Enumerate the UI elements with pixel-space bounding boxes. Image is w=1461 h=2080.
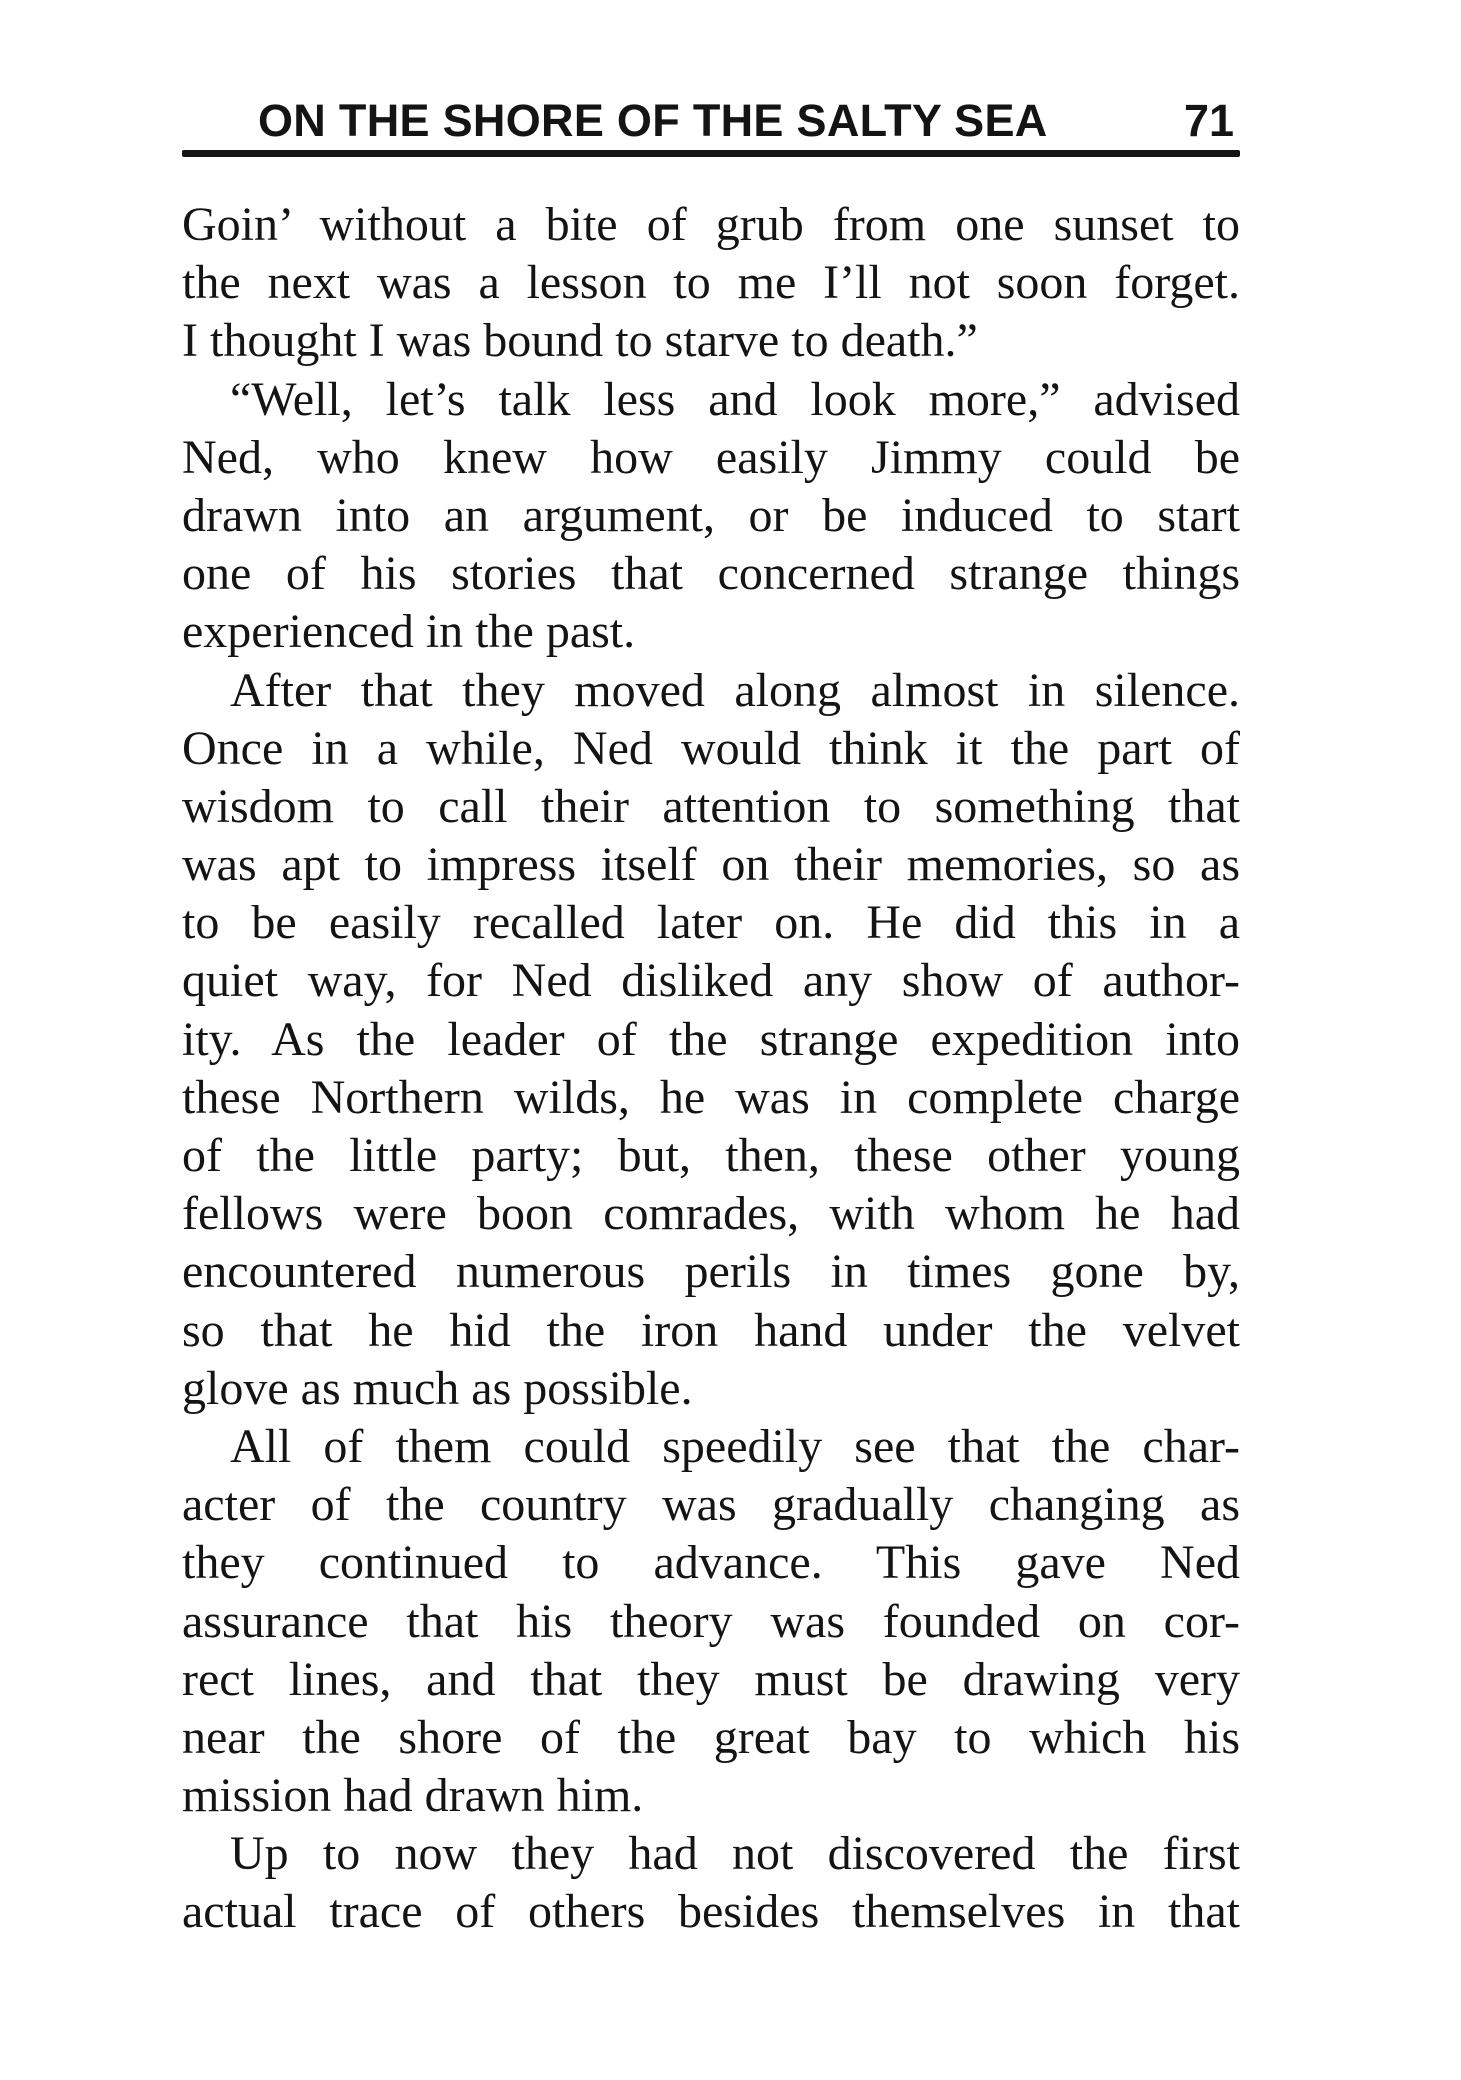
text-line: of the little party; but, then, these other young [182, 1129, 1240, 1182]
text-line: acter of the country was gradually changing as [182, 1478, 1240, 1532]
text-line: experienced in the past. [182, 605, 636, 659]
text-line: wisdom to call their attention to something that [182, 779, 1240, 833]
text-line: actual trace of others besides themselves in that [182, 1885, 1240, 1939]
text-line: Once in a while, Ned would think it the part of [182, 721, 1240, 775]
text-line: Up to now they had not discovered the first [230, 1827, 1240, 1881]
text-line: one of his stories that concerned strange things [182, 547, 1240, 601]
text-line: the next was a lesson to me I’ll not soon forget. [182, 256, 1240, 310]
text-line: All of them could speedily see that the char- [230, 1419, 1240, 1473]
body-text [182, 196, 1240, 1942]
text-line: mission had drawn him. [182, 1769, 644, 1823]
page-header [182, 86, 1240, 156]
text-line: Ned, who knew how easily Jimmy could be [182, 430, 1240, 484]
text-line: so that he hid the iron hand under the velvet [182, 1303, 1240, 1357]
text-line: these Northern wilds, he was in complete charge [182, 1070, 1240, 1124]
page-number: 71 [1183, 95, 1234, 146]
text-line: ity. As the leader of the strange expedition into [182, 1012, 1240, 1066]
running-head: ON THE SHORE OF THE SALTY SEA [258, 95, 1048, 146]
text-line: encountered numerous perils in times gone by, [182, 1245, 1240, 1299]
text-line: they continued to advance. This gave Ned [182, 1536, 1240, 1590]
text-line: After that they moved along almost in silence. [230, 663, 1240, 717]
text-line: “Well, let’s talk less and look more,” advised [230, 372, 1240, 426]
text-line: Goin’ without a bite of grub from one sunset to [182, 198, 1240, 251]
text-line: to be easily recalled later on. He did this in a [182, 896, 1240, 950]
text-line: rect lines, and that they must be drawing very [182, 1652, 1240, 1706]
text-line: assurance that his theory was founded on cor- [182, 1594, 1240, 1648]
text-line: quiet way, for Ned disliked any show of author- [182, 954, 1240, 1008]
text-line: I thought I was bound to starve to death.” [182, 314, 978, 368]
text-line: fellows were boon comrades, with whom he had [182, 1187, 1240, 1241]
text-line: near the shore of the great bay to which his [182, 1710, 1240, 1764]
text-line: was apt to impress itself on their memories, so as [182, 838, 1240, 892]
header-rule [182, 150, 1240, 157]
text-line: glove as much as possible. [182, 1361, 693, 1415]
text-line: drawn into an argument, or be induced to start [182, 488, 1240, 542]
